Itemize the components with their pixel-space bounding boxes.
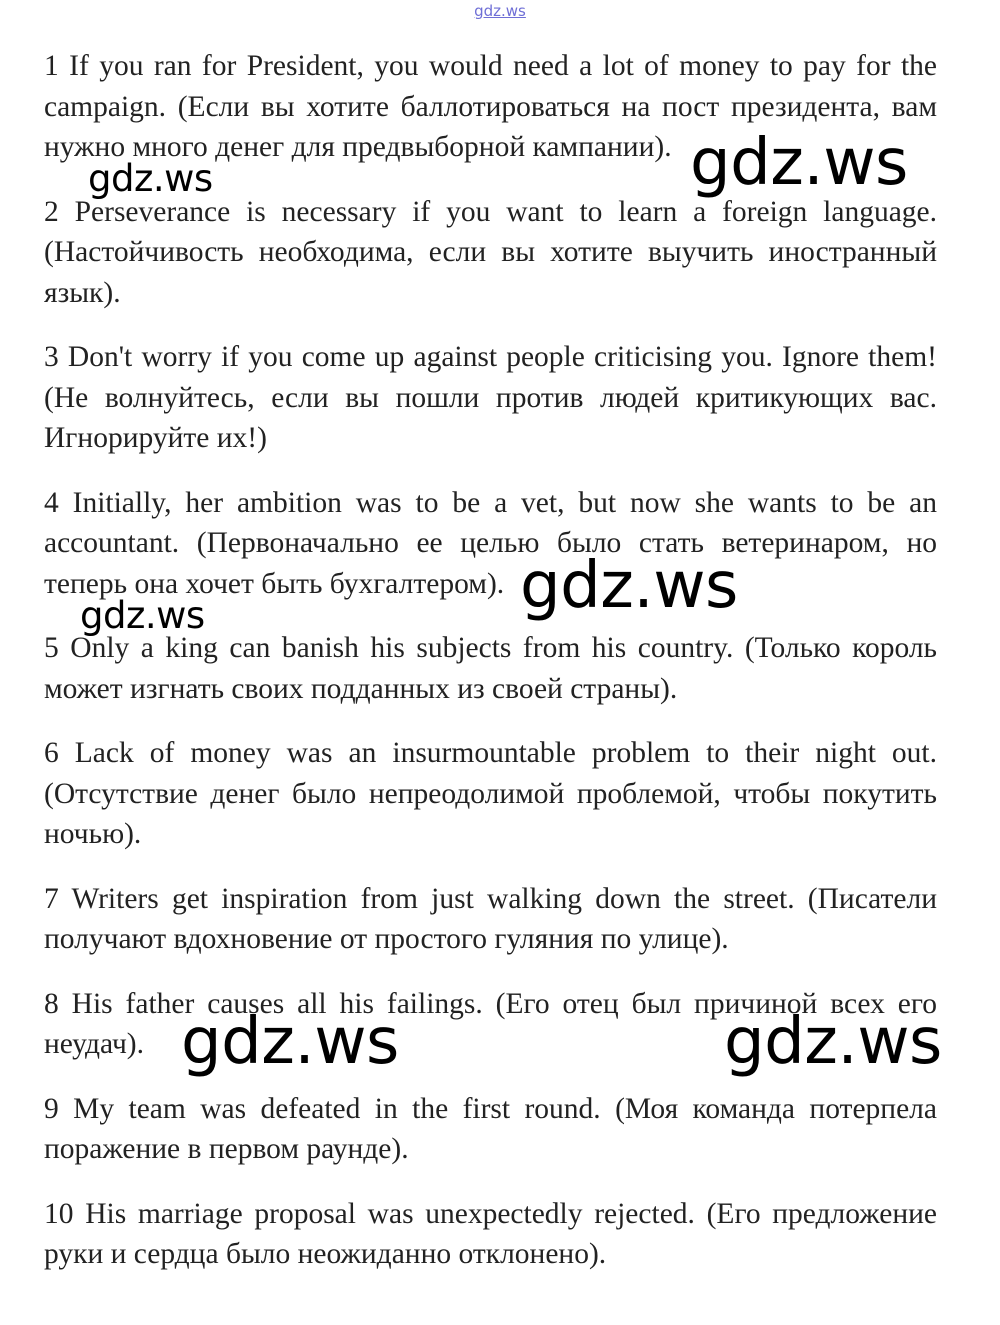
answer-item-9: 9 My team was defeated in the first round. (Моя команда потерпела поражение в первом раунде). [44,1092,937,1165]
watermark: gdz.ws [80,594,205,637]
answer-item-2: 2 Perseverance is necessary if you want to learn a foreign language. (Настойчивость необходима, если вы хотите выучить иностранный язык). [44,195,937,309]
answer-item-7: 7 Writers get inspiration from just walking down the street. (Писатели получают вдохновение от простого гуляния по улице). [44,882,937,955]
watermark: gdz.ws [88,157,213,200]
site-link[interactable]: gdz.ws [474,2,526,20]
answer-item-4: 4 Initially, her ambition was to be a vet, but now she wants to be an accountant. (Первоначально ее целью было стать ветеринаром, но теперь она хочет быть бухгалтером). [44,486,937,600]
watermark: gdz.ws [724,1005,942,1079]
watermark: gdz.ws [520,549,738,623]
answer-item-6: 6 Lack of money was an insurmountable problem to their night out. (Отсутствие денег было непреодолимой проблемой, чтобы покутить ночью). [44,737,937,850]
watermark: gdz.ws [690,126,908,200]
answer-list [44,46,937,1299]
answer-item-8: 8 His father causes all his failings. (Его отец был причиной всех его неудач). [44,987,937,1060]
answer-item-5: 5 Only a king can banish his subjects from his country. (Только король может изгнать своих подданных из своей страны). [44,632,937,705]
watermark: gdz.ws [181,1005,399,1079]
answer-item-3: 3 Don't worry if you come up against people criticising you. Ignore them! (Не волнуйтесь, если вы пошли против людей критикующих вас. Игнорируйте их!) [44,341,937,454]
answer-item-1: 1 If you ran for President, you would need a lot of money to pay for the campaign. (Если вы хотите баллотироваться на пост президента, вам нужно много денег для предвыборной кампании). [44,50,937,163]
answer-item-10: 10 His marriage proposal was unexpectedly rejected. (Его предложение руки и сердца было неожиданно отклонено). [44,1197,937,1270]
